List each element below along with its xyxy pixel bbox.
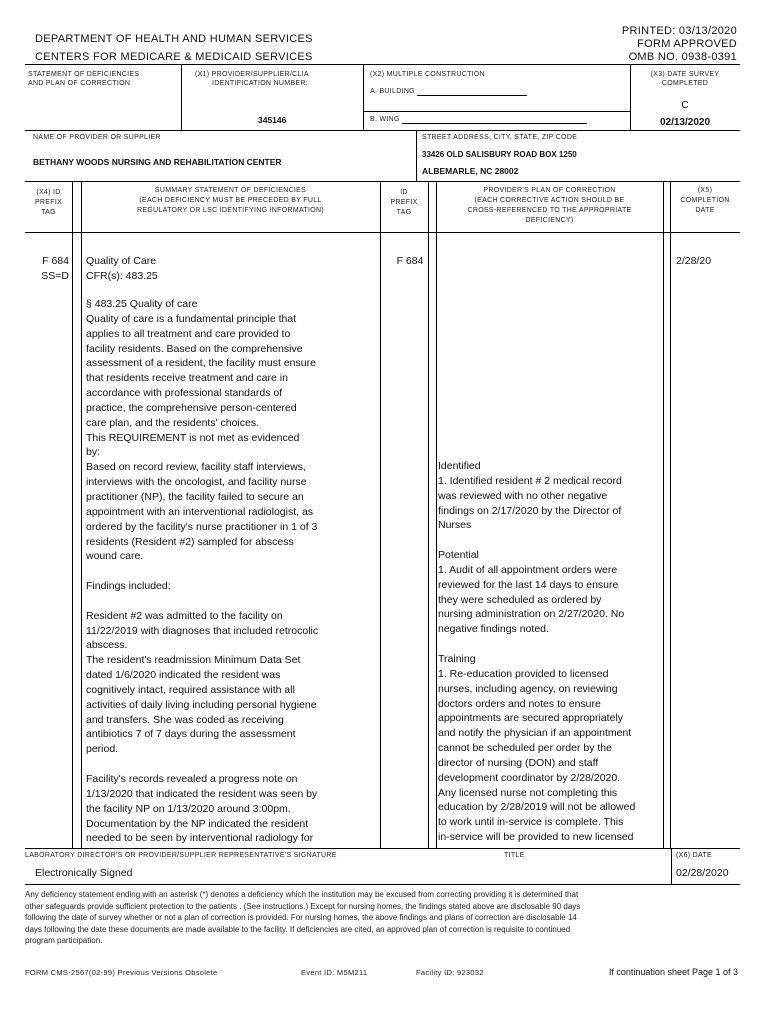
survey-completed-date: 02/13/2020 <box>659 117 711 128</box>
wing-label: B. WING <box>370 116 400 123</box>
building-blank <box>417 87 527 96</box>
deficiency-title: Quality of Care <box>86 255 157 267</box>
provider-name: BETHANY WOODS NURSING AND REHABILITATION CENTER <box>33 157 282 167</box>
agency-title: CENTERS FOR MEDICARE & MEDICAID SERVICES <box>35 51 313 63</box>
statement-label-2: AND PLAN OF CORRECTION <box>28 80 131 87</box>
prefix-label: PREFIX <box>390 199 418 206</box>
facility-id: Facility ID: 923032 <box>416 968 484 977</box>
plan-tag: F 684 <box>396 255 424 267</box>
plan-header-2: (EACH CORRECTIVE ACTION SHOULD BE <box>474 197 625 204</box>
summary-header-2: (EACH DEFICIENCY MUST BE PRECEDED BY FULL <box>139 197 322 204</box>
x4-prefix-label: PREFIX <box>34 199 63 206</box>
x3-label-1: (X3) DATE SURVEY <box>650 71 720 78</box>
deficiency-cfr: CFR(s): 483.25 <box>86 270 158 282</box>
x2-label: (X2) MULTIPLE CONSTRUCTION <box>370 71 486 78</box>
x1-label-2: IDENTIFICATION NUMBER: <box>212 80 308 87</box>
survey-type: C <box>681 100 689 111</box>
printed-date: PRINTED: 03/13/2020 <box>621 25 737 37</box>
summary-header-1: SUMMARY STATEMENT OF DEFICIENCIES <box>154 187 307 194</box>
scope-severity: SS=D <box>41 270 69 282</box>
x3-label-2: COMPLETED <box>661 80 709 87</box>
x5-label-2: COMPLETION <box>680 197 730 204</box>
form-number: FORM CMS-2567(02-99) Previous Versions Obsolete <box>25 968 218 977</box>
signature-value: Electronically Signed <box>35 867 133 879</box>
plan-of-correction-text: Identified 1. Identified resident # 2 medical record was reviewed with no other negative findings on 2/17/2020 by the Director of Nurses Potential 1. Audit of all appointment orders were reviewed for the last 14 days to ensure they were scheduled as ordered by nursing administration on 2/27/2020. No negative findings noted. Training 1. Re-education provided to licensed nurses, including agency, on reviewing doctors orders and notes to ensure appointments are secured appropriately and notify the physician if an appointment cannot be scheduled per order by the director of nursing (DON) and staff development coordinator by 2/28/2020. Any licensed nurse not completing this education by 2/28/2019 will not be allowed to work until in-service is complete. This in-service will be provided to new licensed <box>438 460 636 844</box>
x5-label-3: DATE <box>695 207 715 214</box>
x6-date-label: (X6) DATE <box>676 852 713 859</box>
city-state-zip: ALBEMARLE, NC 28002 <box>422 166 519 176</box>
x4-id-label: (X4) ID <box>36 189 61 196</box>
x5-label-1: (X5) <box>697 187 713 194</box>
street-address: 33426 OLD SALISBURY ROAD BOX 1250 <box>422 150 577 159</box>
summary-header-3: REGULATORY OR LSC IDENTIFYING INFORMATION) <box>137 207 324 214</box>
tag-label: TAG <box>396 209 412 216</box>
title-label: TITLE <box>504 852 525 859</box>
completion-date: 2/28/20 <box>676 255 712 267</box>
disclaimer-text: Any deficiency statement ending with an asterisk (*) denotes a deficiency which the institution may be excused from correcting providing it is determined that other safeguards provide sufficient protection to the patients . (See instructions.) Except for nursing homes, the findings stated above are disclosable 90 days following the date of survey whether or not a plan of correction is provided. For nursing homes, the above findings and plans of correction are disclosable 14 days following the date these documents are made available to the facility. If deficiencies are cited, an approved plan of correction is requisite to continued program participation. <box>25 890 581 946</box>
x4-tag-label: TAG <box>41 209 56 216</box>
department-title: DEPARTMENT OF HEALTH AND HUMAN SERVICES <box>35 33 313 45</box>
address-label: STREET ADDRESS, CITY, STATE, ZIP CODE <box>422 134 578 141</box>
statement-label-1: STATEMENT OF DEFICIENCIES <box>28 71 140 78</box>
continuation-sheet: If continuation sheet Page 1 of 3 <box>608 967 738 977</box>
building-label: A. BUILDING <box>370 88 415 95</box>
omb-number: OMB NO. 0938-0391 <box>628 51 737 63</box>
wing-field <box>370 115 587 124</box>
signature-date: 02/28/2020 <box>676 867 729 879</box>
deficiency-tag: F 684 <box>42 255 69 267</box>
id-label: ID <box>400 189 408 196</box>
form-approved: FORM APPROVED <box>637 38 737 50</box>
plan-header-1: PROVIDER'S PLAN OF CORRECTION <box>483 187 616 194</box>
event-id: Event ID: M5M211 <box>301 968 368 977</box>
plan-header-4: DEFICIENCY) <box>525 217 574 224</box>
provider-name-label: NAME OF PROVIDER OR SUPPLIER <box>33 134 161 141</box>
signature-label: LABORATORY DIRECTOR'S OR PROVIDER/SUPPLIER REPRESENTATIVE'S SIGNATURE <box>25 852 337 859</box>
provider-id-number: 345146 <box>258 115 287 125</box>
plan-header-3: CROSS-REFERENCED TO THE APPROPRIATE <box>467 207 632 214</box>
wing-blank <box>402 115 587 124</box>
summary-statement-text: § 483.25 Quality of care Quality of care is a fundamental principle that applies to all treatment and care provided to facility residents. Based on the comprehensive assessment of a resident, the facility must ensure that residents receive treatment and care in accordance with professional standards of practice, the comprehensive person-centered care plan, and the residents' choices. This REQUIREMENT is not met as evidenced by: Based on record review, facility staff interviews, interviews with the oncologist, and facility nurse practitioner (NP), the facility failed to secure an appointment with an interventional radiologist, as ordered by the facility's nurse practitioner in 1 of 3 residents (Resident #2) sampled for abscess wound care. Findings included: Resident #2 was admitted to the facility on 11/22/2019 with diagnoses that included retrocolic abscess. The resident's readmission Minimum Data Set dated 1/6/2020 indicated the resident was cognitively intact, required assistance with all activities of daily living including personal hygiene and transfers. She was coded as receiving antibiotics 7 of 7 days during the assessment period. Facility's records revealed a progress note on 1/13/2020 that indicated the resident was seen by the facility NP on 1/13/2020 around 3:00pm. Documentation by the NP indicated the resident needed to be seen by interventional radiology for <box>86 298 319 845</box>
x1-label-1: (X1) PROVIDER/SUPPLIER/CLIA <box>195 71 309 78</box>
building-field <box>370 87 527 96</box>
